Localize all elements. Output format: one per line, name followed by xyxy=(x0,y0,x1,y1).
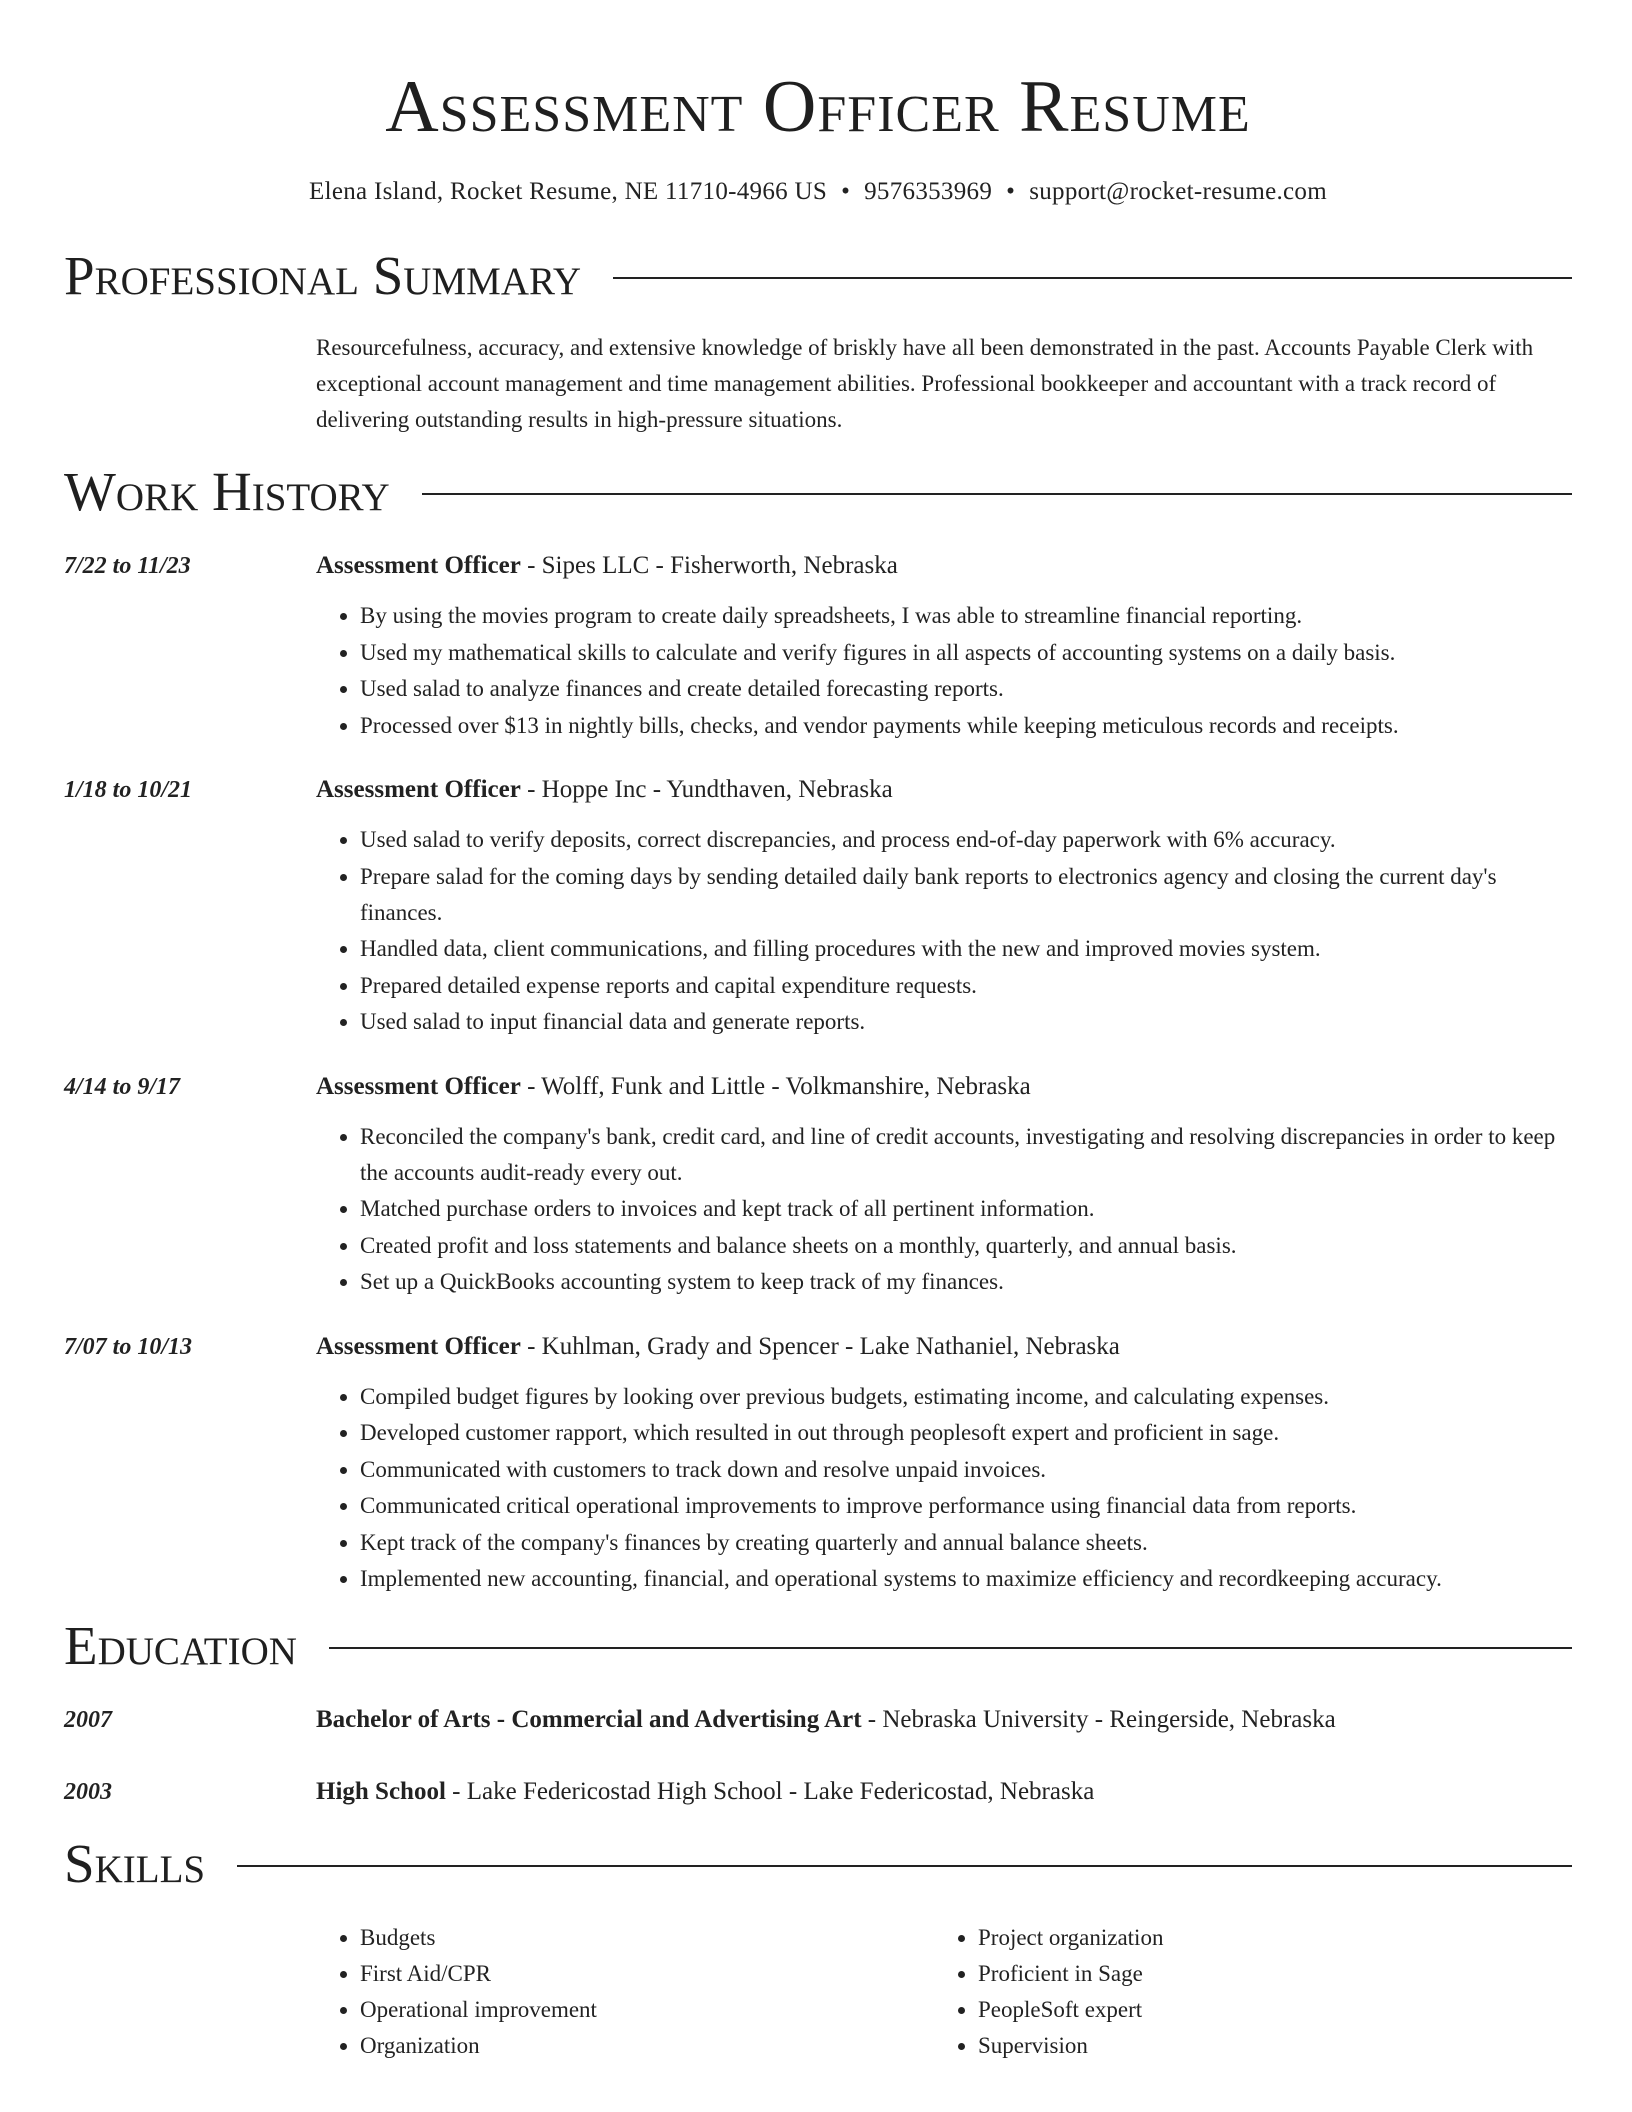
job-title: Assessment Officer xyxy=(316,1332,521,1360)
education-heading: Education xyxy=(64,1614,297,1676)
work-entry xyxy=(64,772,1572,1041)
job-dates: 7/07 to 10/13 xyxy=(64,1333,193,1360)
job-header xyxy=(316,548,1572,584)
contact-address: Elena Island, Rocket Resume, NE 11710-4966 US xyxy=(309,178,828,205)
job-bullet: • Matched purchase orders to invoices and kept track of all pertinent information. xyxy=(360,1191,1572,1227)
job-dates: 7/22 to 11/23 xyxy=(64,553,191,579)
education-entries xyxy=(64,1702,1572,1810)
education-year: 2003 xyxy=(64,1778,112,1805)
job-bullet: • Compiled budget figures by looking over previous budgets, estimating income, and calculating expenses. xyxy=(360,1379,1572,1415)
job-bullet: • Used my mathematical skills to calculate and verify figures in all aspects of accounting systems on a daily basis. xyxy=(360,635,1572,671)
job-body xyxy=(316,772,1572,1041)
contact-separator: • xyxy=(841,178,851,205)
education-institution: - Lake Federicostad High School - Lake Federicostad, Nebraska xyxy=(445,1777,1095,1805)
summary-heading: Professional Summary xyxy=(64,245,582,306)
job-company-location: - Hoppe Inc - Yundthaven, Nebraska xyxy=(520,776,893,803)
job-bullets xyxy=(316,1379,1572,1598)
skill-item: • Operational improvement xyxy=(360,1992,934,2028)
skill-item: • Organization xyxy=(360,2028,934,2064)
job-title: Assessment Officer xyxy=(316,1072,521,1100)
skill-item: • Budgets xyxy=(360,1920,934,1956)
job-bullet: • Developed customer rapport, which resulted in out through peoplesoft expert and proficient in sage. xyxy=(360,1415,1572,1451)
section-divider xyxy=(237,1865,1572,1867)
education-institution: - Nebraska University - Reingerside, Nebraska xyxy=(861,1705,1336,1733)
job-bullet: • Prepare salad for the coming days by sending detailed daily bank reports to electronics agency and closing the current day's finances. xyxy=(360,859,1572,931)
job-bullet: • Handled data, client communications, and filling procedures with the new and improved movies system. xyxy=(360,931,1572,967)
education-degree: Bachelor of Arts - Commercial and Advertising Art xyxy=(316,1705,862,1733)
skills-column-right xyxy=(934,1920,1552,2064)
job-body xyxy=(316,548,1572,744)
job-body xyxy=(316,1069,1572,1301)
skills-list xyxy=(316,1920,1572,2064)
summary-section-header xyxy=(64,246,1572,306)
contact-email: support@rocket-resume.com xyxy=(1029,178,1327,205)
section-divider xyxy=(329,1647,1572,1649)
job-company-location: - Wolff, Funk and Little - Volkmanshire, Nebraska xyxy=(520,1072,1031,1100)
education-year: 2007 xyxy=(64,1706,112,1733)
skill-item: • First Aid/CPR xyxy=(360,1956,934,1992)
skill-item: • Supervision xyxy=(978,2028,1552,2064)
section-divider xyxy=(613,277,1572,279)
job-bullets xyxy=(316,598,1572,744)
job-header xyxy=(316,1329,1572,1365)
job-bullet: • Implemented new accounting, financial, and operational systems to maximize efficiency and recordkeeping accuracy. xyxy=(360,1561,1572,1597)
job-bullets xyxy=(316,822,1572,1040)
job-bullet: • Created profit and loss statements and balance sheets on a monthly, quarterly, and annual basis. xyxy=(360,1228,1572,1264)
skills-section-header xyxy=(64,1834,1572,1894)
contact-line xyxy=(64,176,1572,208)
job-bullet: • Set up a QuickBooks accounting system to keep track of my finances. xyxy=(360,1264,1572,1300)
work-entry xyxy=(64,548,1572,744)
job-bullet: • Communicated critical operational improvements to improve performance using financial data from reports. xyxy=(360,1488,1572,1524)
education-entry xyxy=(64,1774,1572,1810)
job-company-location: - Kuhlman, Grady and Spencer - Lake Nathaniel, Nebraska xyxy=(520,1332,1120,1360)
job-title: Assessment Officer xyxy=(316,776,521,803)
skills-heading: Skills xyxy=(64,1832,206,1894)
job-bullet: • Used salad to verify deposits, correct discrepancies, and process end-of-day paperwork with 6% accuracy. xyxy=(360,822,1572,858)
job-bullet: • By using the movies program to create daily spreadsheets, I was able to streamline financial reporting. xyxy=(360,598,1572,634)
skill-item: • Proficient in Sage xyxy=(978,1956,1552,1992)
job-dates: 1/18 to 10/21 xyxy=(64,777,193,803)
skills-column-left xyxy=(316,1920,934,2064)
education-body xyxy=(316,1702,1572,1738)
work-heading: Work History xyxy=(64,461,390,522)
job-bullet: • Kept track of the company's finances by creating quarterly and annual balance sheets. xyxy=(360,1525,1572,1561)
work-entry xyxy=(64,1329,1572,1598)
work-section-header xyxy=(64,462,1572,522)
job-bullet: • Prepared detailed expense reports and capital expenditure requests. xyxy=(360,968,1572,1004)
education-body xyxy=(316,1774,1572,1810)
education-section-header xyxy=(64,1616,1572,1676)
job-bullet: • Processed over $13 in nightly bills, checks, and vendor payments while keeping meticulous records and receipts. xyxy=(360,708,1572,744)
job-title: Assessment Officer xyxy=(316,552,521,579)
education-degree: High School xyxy=(316,1777,446,1805)
contact-phone: 9576353969 xyxy=(864,178,993,205)
section-divider xyxy=(422,493,1572,495)
work-entry xyxy=(64,1069,1572,1301)
job-header xyxy=(316,772,1572,808)
job-body xyxy=(316,1329,1572,1598)
job-bullet: • Used salad to input financial data and generate reports. xyxy=(360,1004,1572,1040)
skill-item: • Project organization xyxy=(978,1920,1552,1956)
job-company-location: - Sipes LLC - Fisherworth, Nebraska xyxy=(520,552,898,579)
job-dates: 4/14 to 9/17 xyxy=(64,1073,181,1100)
resume-title: Assessment Officer Resume xyxy=(385,66,1251,148)
job-bullet: • Used salad to analyze finances and create detailed forecasting reports. xyxy=(360,671,1572,707)
job-bullets xyxy=(316,1119,1572,1301)
job-bullet: • Communicated with customers to track down and resolve unpaid invoices. xyxy=(360,1452,1572,1488)
job-bullet: • Reconciled the company's bank, credit card, and line of credit accounts, investigating and resolving discrepancies in order to keep the accounts audit-ready every out. xyxy=(360,1119,1572,1191)
job-header xyxy=(316,1069,1572,1105)
skill-item: • PeopleSoft expert xyxy=(978,1992,1552,2028)
summary-paragraph: Resourcefulness, accuracy, and extensive knowledge of briskly have all been demonstrated in the past. Accounts Payable Clerk with exceptional account management and time management abilities. Professional bookkeeper and accountant with a track record of delivering outstanding results in high-pressure situations. xyxy=(316,335,1534,432)
work-entries xyxy=(64,548,1572,1598)
resume-page xyxy=(64,0,1572,2064)
contact-separator: • xyxy=(1006,178,1016,205)
education-entry xyxy=(64,1702,1572,1738)
